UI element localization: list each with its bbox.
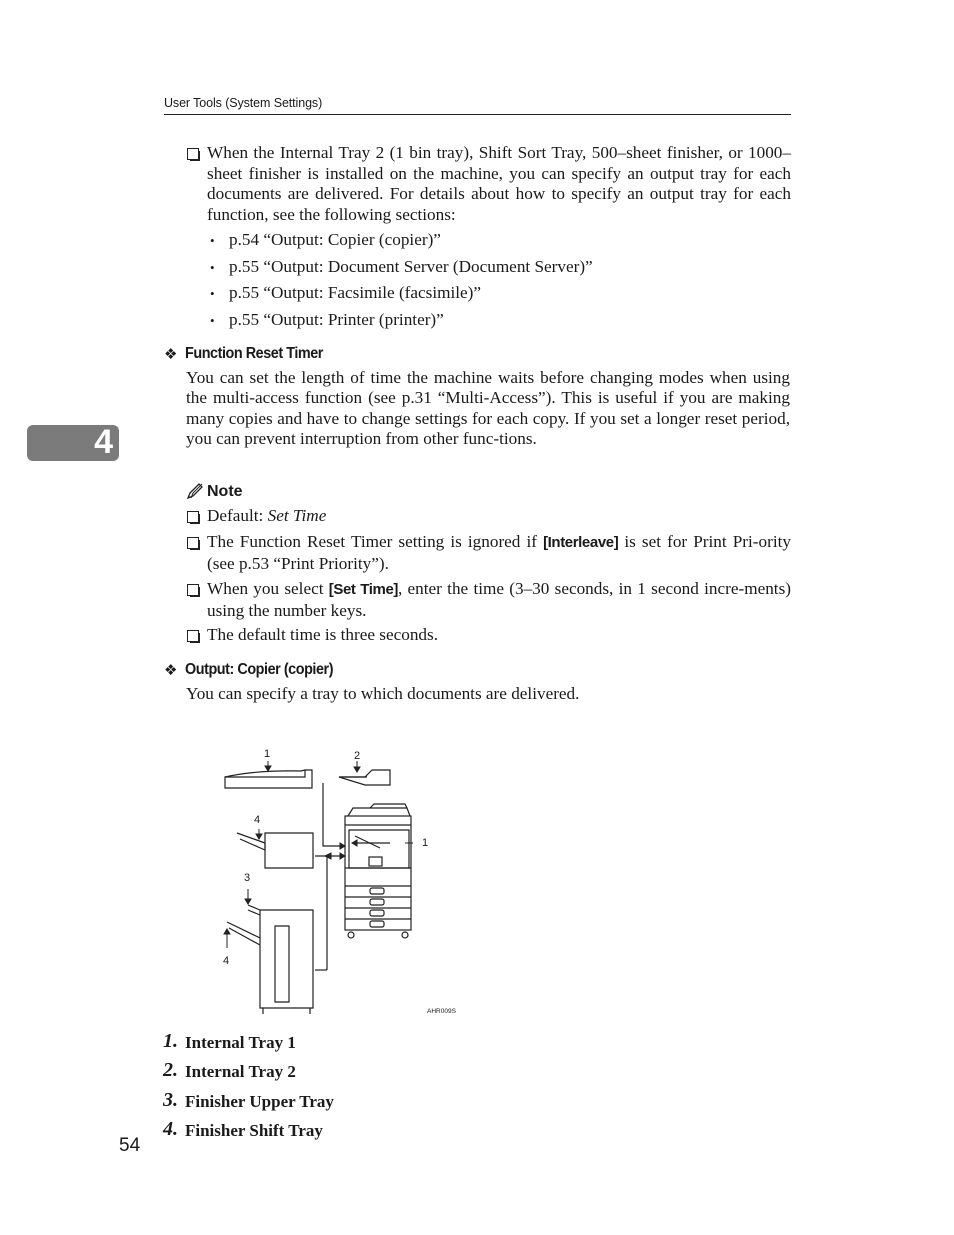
callout-4: 4 xyxy=(223,955,230,967)
bullet-icon: • xyxy=(210,312,215,328)
bullet-icon: • xyxy=(210,259,215,275)
callout-4: 4 xyxy=(254,814,261,826)
output-copier-heading-row xyxy=(164,661,794,681)
running-header: User Tools (System Settings) xyxy=(164,96,323,110)
pencil-icon xyxy=(186,482,204,500)
diamond-icon: ❖ xyxy=(164,345,178,363)
reset-timer-body: You can set the length of time the machine waits before changing modes when using the multi-access function (see p.31 “Multi-Access”). This is useful if you are making many copies and have to change settings for each copy. If you set a longer reset period, you can prevent interruption from other func-tions. xyxy=(186,368,790,449)
section-heading: Function Reset Timer xyxy=(185,345,323,362)
copier-body-shape xyxy=(345,816,411,930)
note-heading-row xyxy=(186,481,306,503)
checkbox-icon xyxy=(187,148,199,160)
figure-legend xyxy=(163,1030,563,1147)
callout-1: 1 xyxy=(422,837,429,849)
checkbox-icon xyxy=(187,630,199,642)
output-copier-body: You can specify a tray to which documents are delivered. xyxy=(186,684,580,703)
intro-text: When the Internal Tray 2 (1 bin tray), Shift Sort Tray, 500–sheet finisher, or 1000–sheet finisher is installed on the machine, you can specify an output tray for each documents are delivered. For details about how to specify an output tray for each function, see the following sections: xyxy=(207,143,791,224)
diamond-icon: ❖ xyxy=(164,661,178,679)
copier-tray-diagram xyxy=(215,740,455,1025)
page-number: 54 xyxy=(119,1135,141,1156)
checkbox-icon xyxy=(187,511,199,523)
note-item: When you select [Set Time], enter the time (3–30 seconds, in 1 second incre-ments) using the number keys. xyxy=(186,579,791,621)
callout-1: 1 xyxy=(264,748,271,760)
shift-tray-shape xyxy=(265,833,313,868)
reset-timer-heading-row xyxy=(164,345,794,365)
chapter-number: 4 xyxy=(94,423,113,461)
callout-3: 3 xyxy=(244,872,251,884)
chapter-tab xyxy=(27,425,119,461)
note-item: The default time is three seconds. xyxy=(186,625,791,646)
intro-item xyxy=(186,143,791,225)
list-item: 1. Internal Tray 1 xyxy=(163,1030,296,1052)
key-set-time: [Set Time] xyxy=(328,581,398,598)
note-label: Note xyxy=(207,483,243,500)
list-item: 3. Finisher Upper Tray xyxy=(163,1088,334,1111)
key-interleave: [Interleave] xyxy=(543,534,619,551)
callout-2: 2 xyxy=(354,750,361,762)
section-heading: Output: Copier (copier) xyxy=(185,661,334,678)
list-item: 4. Finisher Shift Tray xyxy=(163,1117,323,1140)
checkbox-icon xyxy=(187,584,199,596)
list-item: 2. Internal Tray 2 xyxy=(163,1059,296,1082)
header-rule xyxy=(164,114,791,115)
internal-tray-1-shape xyxy=(225,770,312,788)
bullet-icon: • xyxy=(210,286,215,301)
note-item: Default: Set Time xyxy=(186,506,791,527)
default-value: Set Time xyxy=(267,506,327,525)
bullet-icon: • xyxy=(210,233,215,248)
figure-code: AHR009S xyxy=(427,1008,456,1015)
checkbox-icon xyxy=(187,537,199,549)
note-item: The Function Reset Timer setting is ignored if [Interleave] is set for Print Pri-ority (see p.53 “Print Priority”). xyxy=(186,532,791,574)
finisher-shape xyxy=(260,910,313,1008)
